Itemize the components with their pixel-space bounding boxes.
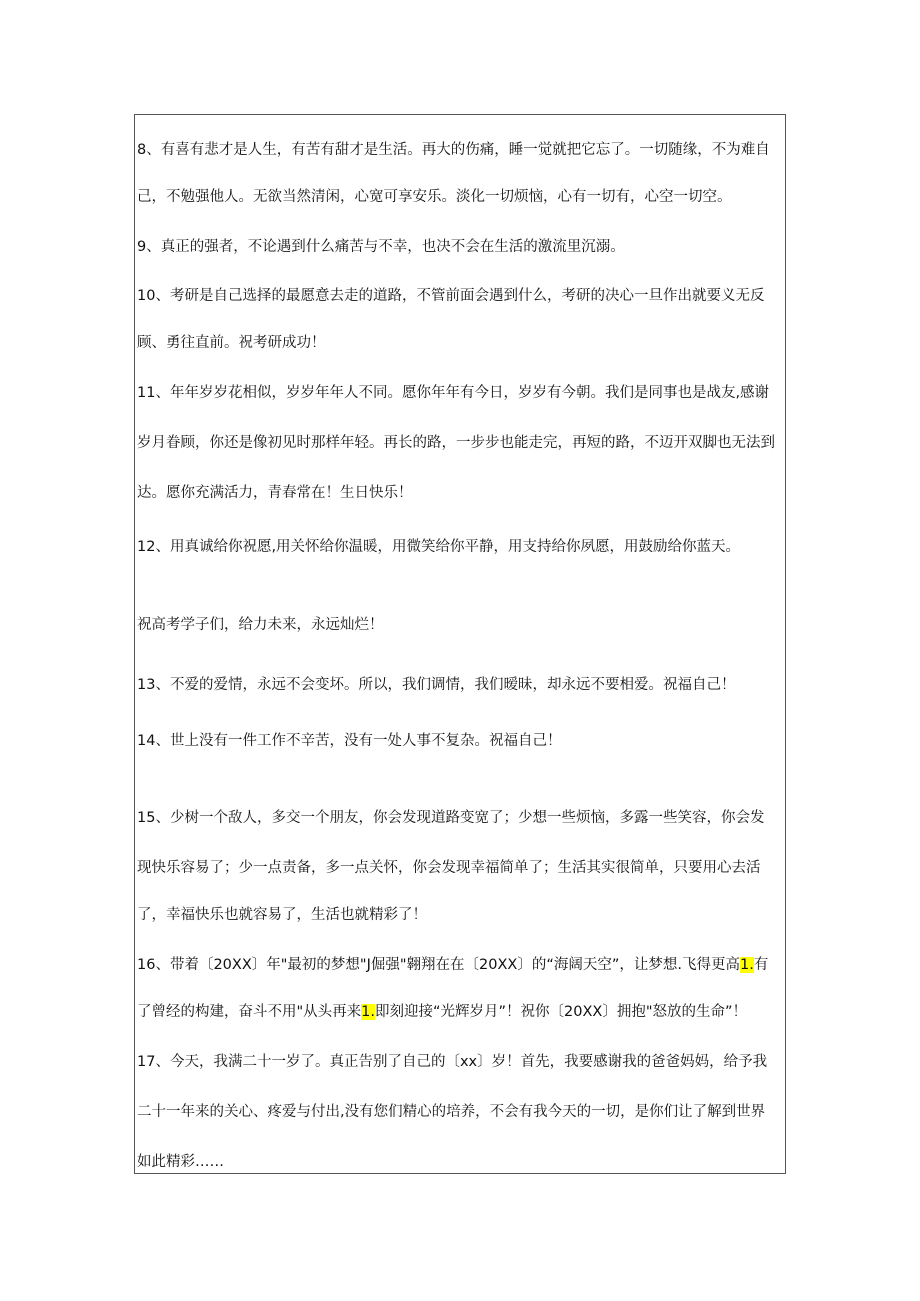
text-line: 14、世上没有一件工作不辛苦，没有一处人事不复杂。祝福自己！ — [137, 733, 562, 749]
text-line: 现快乐容易了；少一点责备，多一点关怀，你会发现幸福简单了；生活其实很简单，只要用心去活 — [137, 860, 761, 876]
highlighted-text: 1. — [740, 957, 754, 973]
text-line: 17、今天，我满二十一岁了。真正告别了自己的〔xx〕岁！首先，我要感谢我的爸爸妈妈，给予我 — [137, 1054, 768, 1070]
text-line: 岁月眷顾，你还是像初见时那样年轻。再长的路，一步步也能走完，再短的路，不迈开双脚也无法到 — [137, 435, 775, 451]
text-line: 二十一年来的关心、疼爱与付出,没有您们精心的培养，不会有我今天的一切，是你们让了解到世界 — [137, 1104, 766, 1120]
text-segment: 有 — [753, 957, 769, 973]
text-line: 如此精彩…… — [137, 1154, 224, 1170]
text-line: 13、不爱的爱情，永远不会变坏。所以，我们调情，我们暧昧，却永远不要相爱。祝福自己！ — [137, 677, 736, 693]
text-segment: 即刻迎接“光辉岁月”！祝你〔20XX〕拥抱"怒放的生命”！ — [375, 1004, 748, 1020]
text-line: 8、有喜有悲才是人生，有苦有甜才是生活。再大的伤痛，睡一觉就把它忘了。一切随缘，不为难自 — [137, 142, 770, 158]
text-line: 11、年年岁岁花相似，岁岁年年人不同。愿你年年有今日，岁岁有今朝。我们是同事也是战友,感谢 — [137, 385, 770, 401]
text-segment: 了曾经的构建，奋斗不用"从头再来 — [137, 1004, 362, 1020]
text-segment: 16、带着〔20XX〕年"最初的梦想"J倔强"翱翔在在〔20XX〕的“海阔天空”，让梦想.飞得更高 — [137, 957, 741, 973]
text-line-16a — [137, 955, 782, 975]
text-line: 祝高考学子们，给力未来，永远灿烂！ — [137, 617, 384, 633]
text-line: 10、考研是自己选择的最愿意去走的道路，不管前面会遇到什么，考研的决心一旦作出就要义无反 — [137, 288, 765, 304]
text-line: 15、少树一个敌人，多交一个朋友，你会发现道路变宽了；少想一些烦恼，多露一些笑容，你会发 — [137, 810, 765, 826]
text-line: 12、用真诚给你祝愿,用关怀给你温暖，用微笑给你平静，用支持给你夙愿，用鼓励给你蓝天。 — [137, 539, 741, 555]
text-line-16b — [137, 1002, 782, 1022]
highlighted-text: 1. — [361, 1004, 376, 1020]
text-line: 顾、勇往直前。祝考研成功！ — [137, 335, 326, 351]
text-line: 己，不勉强他人。无欲当然清闲，心宽可享安乐。淡化一切烦恼，心有一切有，心空一切空。 — [137, 189, 732, 205]
text-line: 了，幸福快乐也就容易了，生活也就精彩了！ — [137, 907, 427, 923]
text-line: 达。愿你充满活力，青春常在！生日快乐！ — [137, 485, 413, 501]
text-line: 9、真正的强者，不论遇到什么痛苦与不幸，也决不会在生活的激流里沉溺。 — [137, 239, 625, 255]
